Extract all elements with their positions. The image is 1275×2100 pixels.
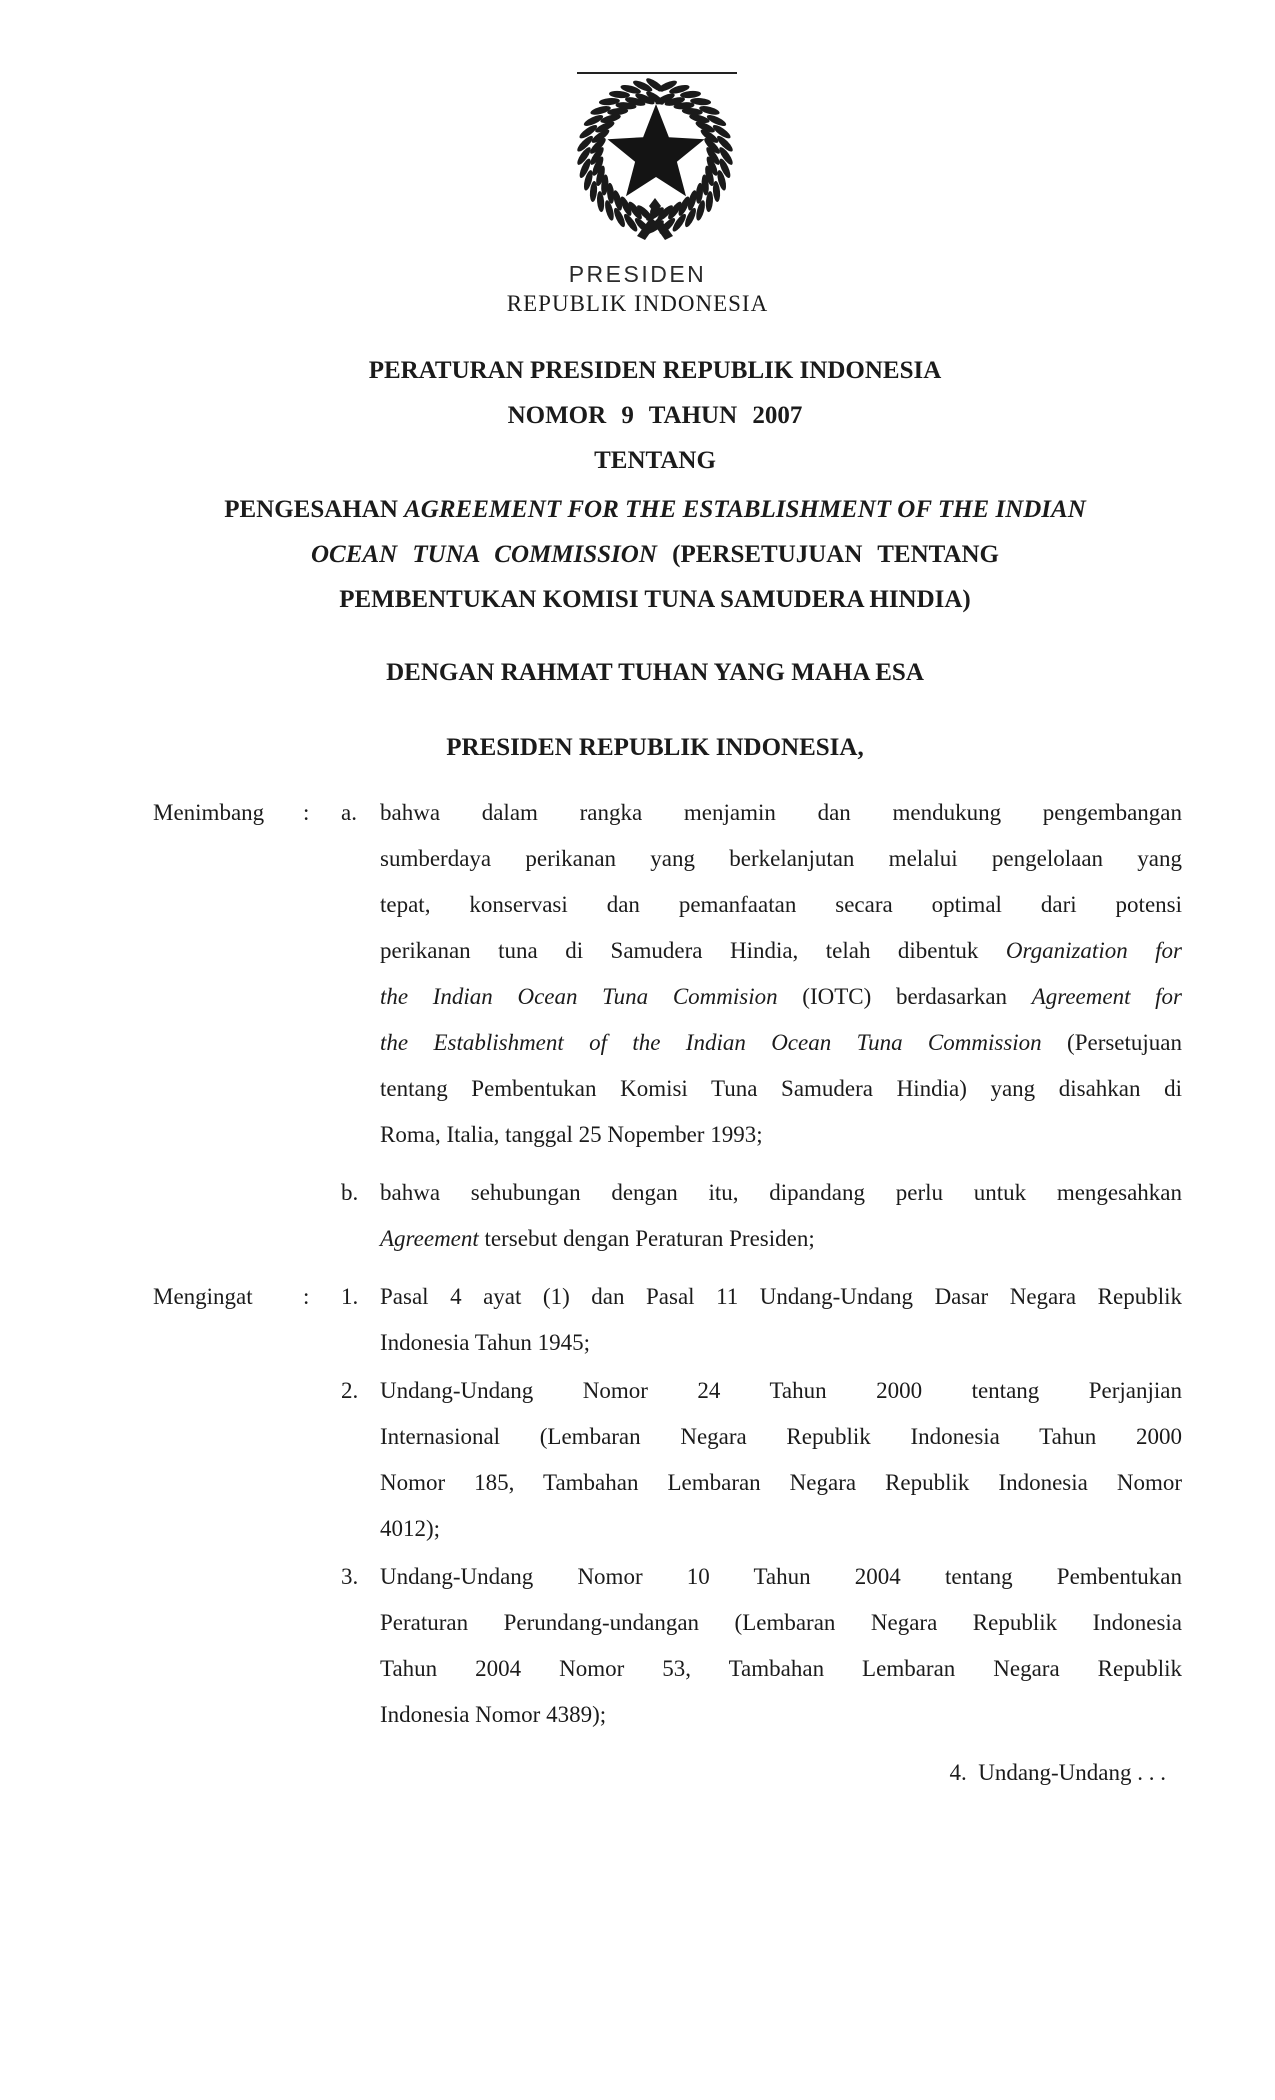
list-item-a	[341, 790, 1182, 1158]
section-label-col	[153, 1274, 341, 1738]
list-item-1	[341, 1274, 1182, 1366]
letterhead-republik-indonesia: REPUBLIK INDONESIA	[506, 291, 769, 316]
title-line-4: PENGESAHAN AGREEMENT FOR THE ESTABLISHMENT OF THE INDIAN	[224, 496, 1086, 523]
section-label-col	[153, 790, 341, 1262]
catchword: 4. Undang-Undang . . .	[949, 1760, 1166, 1785]
item-marker: a.	[341, 800, 357, 825]
section-label: Menimbang	[153, 800, 265, 825]
text-line: Internasional (Lembaran Negara Republik Indonesia Tahun 2000	[380, 1424, 1182, 1449]
title-line-3: TENTANG	[594, 447, 716, 474]
section-label: Mengingat	[153, 1284, 253, 1309]
text-line: bahwa sehubungan dengan itu, dipandang perlu untuk mengesahkan	[380, 1180, 1182, 1205]
item-marker: 3.	[341, 1564, 359, 1589]
section-items	[341, 1274, 1182, 1738]
title-line-1: PERATURAN PRESIDEN REPUBLIK INDONESIA	[368, 357, 942, 384]
section-items	[341, 790, 1182, 1262]
item-text	[380, 790, 1182, 1158]
text-line: Pasal 4 ayat (1) dan Pasal 11 Undang-Undang Dasar Negara Republik	[380, 1284, 1182, 1309]
title-line-5: OCEAN TUNA COMMISSION (PERSETUJUAN TENTANG	[311, 541, 999, 568]
text-line: perikanan tuna di Samudera Hindia, telah dibentuk Organization for	[380, 938, 1183, 963]
text-line: 4012);	[380, 1516, 441, 1541]
list-item-b	[341, 1170, 1182, 1262]
star-wreath-emblem	[573, 74, 737, 244]
title-line-2: NOMOR 9 TAHUN 2007	[507, 402, 803, 429]
text-line: Peraturan Perundang-undangan (Lembaran Negara Republik Indonesia	[380, 1610, 1182, 1635]
text-line: sumberdaya perikanan yang berkelanjutan melalui pengelolaan yang	[380, 846, 1182, 871]
section-menimbang	[153, 790, 1182, 1262]
item-text	[380, 1170, 1182, 1262]
text-line: Indonesia Tahun 1945;	[380, 1330, 591, 1355]
item-text	[380, 1368, 1182, 1552]
text-line: tentang Pembentukan Komisi Tuna Samudera Hindia) yang disahkan di	[380, 1076, 1182, 1101]
enacting-line: PRESIDEN REPUBLIK INDONESIA,	[446, 734, 864, 761]
text-line: Nomor 185, Tambahan Lembaran Negara Republik Indonesia Nomor	[380, 1470, 1182, 1495]
list-item-2	[341, 1368, 1182, 1552]
section-mengingat	[153, 1274, 1182, 1738]
invocation-line: DENGAN RAHMAT TUHAN YANG MAHA ESA	[386, 659, 924, 686]
text-line: tepat, konservasi dan pemanfaatan secara optimal dari potensi	[380, 892, 1182, 917]
sections	[153, 790, 1182, 1738]
text-line: bahwa dalam rangka menjamin dan mendukung pengembangan	[380, 800, 1182, 825]
text-line: Tahun 2004 Nomor 53, Tambahan Lembaran Negara Republik	[380, 1656, 1182, 1681]
title-line-6: PEMBENTUKAN KOMISI TUNA SAMUDERA HINDIA)	[339, 586, 971, 613]
text-line: the Indian Ocean Tuna Commision (IOTC) berdasarkan Agreement for	[380, 984, 1182, 1009]
text-line: Agreement tersebut dengan Peraturan Presiden;	[380, 1226, 815, 1251]
item-text	[380, 1274, 1182, 1366]
item-marker: 1.	[341, 1284, 359, 1309]
body-block	[153, 790, 1182, 1796]
text-line: Roma, Italia, tanggal 25 Nopember 1993;	[380, 1122, 763, 1147]
title-lines	[134, 348, 1176, 622]
section-colon: :	[303, 1284, 310, 1309]
item-marker: 2.	[341, 1378, 359, 1403]
text-line: the Establishment of the Indian Ocean Tuna Commission (Persetujuan	[380, 1030, 1182, 1055]
letterhead-presiden: PRESIDEN	[568, 261, 707, 287]
title-block	[134, 348, 1176, 770]
text-line: Undang-Undang Nomor 10 Tahun 2004 tentang Pembentukan	[380, 1564, 1182, 1589]
text-line: Indonesia Nomor 4389);	[380, 1702, 607, 1727]
item-text	[380, 1554, 1182, 1738]
section-colon: :	[303, 800, 310, 825]
text-line: Undang-Undang Nomor 24 Tahun 2000 tentang Perjanjian	[380, 1378, 1182, 1403]
list-item-3	[341, 1554, 1182, 1738]
item-marker: b.	[341, 1180, 359, 1205]
